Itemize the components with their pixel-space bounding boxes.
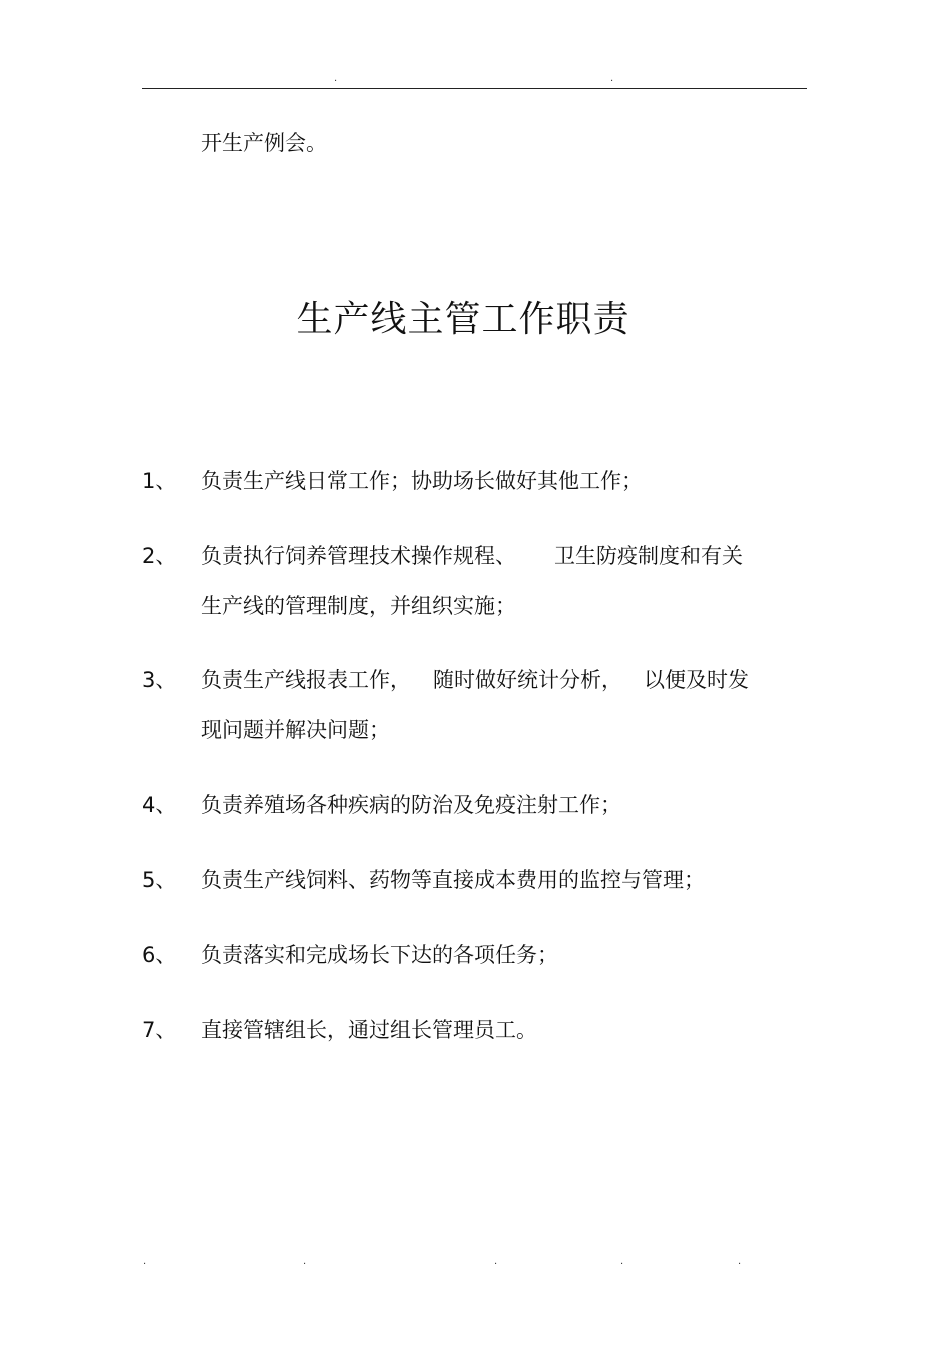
footer-dot: . — [738, 1256, 742, 1267]
list-item-text — [201, 930, 801, 980]
list-item-text — [201, 531, 801, 631]
footer-dot: . — [494, 1256, 498, 1267]
list-item-text — [201, 655, 801, 755]
list-item-text — [201, 780, 801, 830]
list-item-segment: 以便及时发 — [644, 668, 749, 692]
continuation-text: 开生产例会。 — [201, 131, 327, 155]
header-rule — [142, 88, 807, 89]
list-item-number: 3、 — [142, 668, 177, 692]
list-item-line: 生产线的管理制度，并组织实施； — [201, 594, 516, 618]
list-item-number: 2、 — [142, 544, 177, 568]
list-item-line: 负责落实和完成场长下达的各项任务； — [201, 943, 558, 967]
list-item-number: 5、 — [142, 868, 177, 892]
list-item-text — [201, 1005, 801, 1055]
list-item-line — [201, 531, 801, 581]
list-item-segment: 卫生防疫制度和有关 — [554, 544, 743, 568]
list-item-line: 负责生产线日常工作；协助场长做好其他工作； — [201, 469, 642, 493]
header-dot-left: . — [334, 73, 338, 84]
list-item-line: 现问题并解决问题； — [201, 718, 390, 742]
list-item-line: 负责生产线饲料、药物等直接成本费用的监控与管理； — [201, 868, 705, 892]
list-item-line: 直接管辖组长，通过组长管理员工。 — [201, 1018, 537, 1042]
list-item-text — [201, 855, 801, 905]
list-item-number: 1、 — [142, 469, 177, 493]
header-dot-right: . — [610, 73, 614, 84]
footer-dot: . — [303, 1256, 307, 1267]
list-item-number: 4、 — [142, 793, 177, 817]
list-item-line: 负责养殖场各种疾病的防治及免疫注射工作； — [201, 793, 621, 817]
page-title: 生产线主管工作职责 — [296, 299, 630, 340]
list-item-text — [201, 456, 801, 506]
list-item-segment: 随时做好统计分析， — [433, 668, 622, 692]
list-item-number: 7、 — [142, 1018, 177, 1042]
list-item-segment: 负责执行饲养管理技术操作规程、 — [201, 544, 516, 568]
list-item-line — [201, 655, 801, 705]
footer-dot: . — [143, 1256, 147, 1267]
footer-dot: . — [620, 1256, 624, 1267]
list-item-segment: 负责生产线报表工作， — [201, 668, 411, 692]
list-item-number: 6、 — [142, 943, 177, 967]
